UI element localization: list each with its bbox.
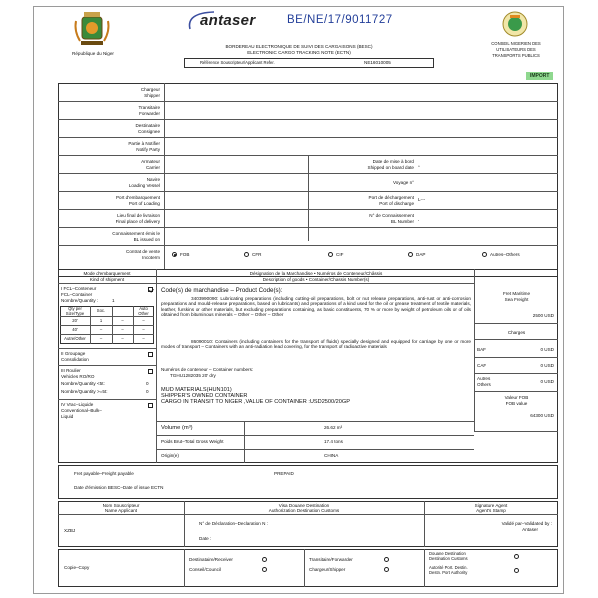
visa-customs-fr: Visa Douane Destination [278, 503, 330, 508]
fcl-checkbox[interactable] [148, 287, 153, 292]
import-badge: IMPORT [526, 72, 553, 80]
baf-value: 0 USD [540, 347, 554, 352]
doc-title-en: ELECTRONIC CARGO TRACKING NOTE (ECTN) [247, 50, 351, 55]
origin-label: Origin(e) [161, 453, 179, 458]
voyage-number-label: Voyage n° [393, 180, 414, 185]
incoterm-radio-dap[interactable] [408, 252, 413, 257]
validated-by-label: Validé par–Validated by : [501, 521, 552, 526]
cnut-caption-2: UTILISATEURS DES [496, 47, 536, 52]
bl-issued-fr: Connaissement émis le [112, 231, 160, 236]
party-consignee-fr: Destinataire [135, 123, 160, 128]
baf-label: BAF [477, 347, 486, 352]
carrier-fr: Armateur [141, 159, 160, 164]
origin-value: CHINA [324, 453, 339, 458]
roro-checkbox[interactable] [148, 369, 153, 374]
copy-port-radio[interactable] [514, 568, 519, 573]
grid-row-a: 1 [99, 318, 103, 323]
doc-title-fr: BORDEREAU ELECTRONIQUE DE SUIVI DES CARGAISONS (BESC) [225, 44, 373, 49]
freight-title-2: Sea Freight [504, 297, 529, 302]
agent-signature-en: Agent's Stamp [476, 508, 506, 513]
copy-port-1: Autorité Port. Destin. [429, 565, 468, 570]
cnut-caption-3: TRANSPORTS PUBLICS [492, 53, 540, 58]
applicant-name-fr: Nom Souscripteur [102, 503, 140, 508]
copy-table [58, 549, 558, 587]
copy-council-radio[interactable] [262, 567, 267, 572]
copy-shipper-radio[interactable] [384, 567, 389, 572]
copy-port-2: Destn. Port Authority [429, 570, 468, 575]
cnut-seal-icon [502, 11, 528, 37]
cnut-caption-1: CONSEIL NIGERIEN DES [491, 41, 541, 46]
grid-head-soc: Soc. [96, 308, 106, 313]
grid-row-size: 40' [72, 327, 78, 332]
incoterm-radio-fob[interactable] [172, 252, 177, 257]
incoterm-label-en: Incoterm [142, 255, 160, 260]
pod-fr: Port de déchargement [368, 195, 414, 200]
incoterm-cfr: CFR [252, 252, 262, 257]
applicant-ref-value: NE16010005 [364, 60, 391, 65]
shipment-mode-title-en: Kind of shipment [89, 277, 125, 282]
grid-row-a: – [99, 336, 103, 341]
declaration-date-label: Date : [199, 536, 212, 541]
goods-header-fr: Désignation de la Marchandise • Numéros de Conteneur/Châssis [249, 271, 383, 276]
pol-fr: Port d'embarquement [115, 195, 160, 200]
republique-caption: République du Niger [72, 51, 114, 56]
applicant-name-value: XZBJ [64, 528, 76, 533]
onboard-en: Shipped on board date [367, 165, 414, 170]
reference-number: BE/NE/17/9011727 [287, 14, 393, 26]
vessel-fr: Navire [146, 177, 160, 182]
niger-coat-of-arms-icon [72, 11, 112, 49]
grid-head-qty: Qty per [68, 306, 82, 311]
copy-receiver-radio[interactable] [262, 557, 267, 562]
grid-row-b: – [121, 336, 124, 341]
freight-title-1: Fret Maritime [502, 291, 531, 296]
grid-row-c: – [142, 318, 145, 323]
copy-receiver: Destinataire/Receiver [189, 557, 233, 562]
bulk-label-3: Liquid [61, 414, 74, 419]
goods-header-en: Description of goods • Container/Chassis Number(s) [262, 277, 370, 282]
pol-en: Port of Loading [128, 201, 160, 206]
grid-row-c: – [142, 336, 145, 341]
roro-q2-label: Nombre/Quantity >=5t: [61, 389, 108, 394]
bl-issued-en: BL issued on [133, 237, 160, 242]
fob-title-2: FOB value [505, 401, 528, 406]
brand-logo: antaser [200, 12, 256, 29]
mud-line-3: CARGO IN TRANSIT TO NIGER ,VALUE OF CONTAINER :USD2500/20GP [161, 399, 350, 405]
incoterm-label-fr: Contrat de vente [126, 249, 160, 254]
weight-label: Poids Brut–Total Gross Weight [161, 439, 224, 444]
party-forwarder-en: Forwarder [139, 111, 160, 116]
onboard-value: ° [418, 165, 420, 170]
fcl-label-2: FCL–Container [61, 292, 93, 297]
fcl-label-1: I FCL–Conteneur [61, 286, 97, 291]
agent-signature-fr: Signature Agent [474, 503, 508, 508]
bl-number-value: ' [418, 219, 419, 224]
grid-row-size: Autre/Other [64, 336, 86, 341]
bulk-checkbox[interactable] [148, 403, 153, 408]
place-delivery-fr: Lieu final de livraison [117, 213, 160, 218]
bulk-label-2: Conventional–Bulk– [61, 408, 102, 413]
container-numbers-label: Numéros de conteneur – Container numbers: [161, 367, 254, 372]
caf-value: 0 USD [540, 363, 554, 368]
freight-payable-label: Fret payable–Freight payable [74, 471, 134, 476]
copy-shipper: Chargeur/Shipper [309, 567, 346, 572]
party-forwarder-fr: Transitaire [138, 105, 160, 110]
roro-q1-label: Nombre/Quantity <5t: [61, 381, 105, 386]
fob-value: 64300 USD [530, 413, 554, 418]
shipment-mode-title-fr: Mode d'embarquement [83, 271, 131, 276]
mud-line-2: SHIPPER'S OWNED CONTAINER [161, 393, 248, 399]
volume-label: Volume (m³) [161, 425, 193, 431]
pod-en: Port of discharge [379, 201, 414, 206]
roro-label-2: Vehicles RO/RO [61, 374, 95, 379]
copy-forwarder-radio[interactable] [384, 557, 389, 562]
incoterm-others: Autres–Others [490, 252, 520, 257]
fcl-qty-label: Nombre/Quantity : [61, 298, 99, 303]
onboard-fr: Date de mise à bord [372, 159, 414, 164]
goods-description-2: 86090010: Containers (including containers for the transport of fluids) specially designed and equipped for carriage by one or more modes of transport – Containers with an anti-radiation lead covering, for the transport of radioactive materials [161, 339, 471, 350]
incoterm-radio-cfr[interactable] [244, 252, 249, 257]
copy-forwarder: Transitaire/Forwarder [309, 557, 353, 562]
pod-value: L--- [418, 197, 426, 202]
grid-row-b: – [121, 318, 124, 323]
incoterm-radio-others[interactable] [482, 252, 487, 257]
incoterm-fob: FOB [180, 252, 190, 257]
mud-line-1: MUD MATERIALS(HUN101) [161, 387, 232, 393]
bl-number-en: BL Number [390, 219, 414, 224]
party-notify-en: Notify Party [136, 147, 160, 152]
weight-value: 17.4 tons [324, 439, 343, 444]
grid-row-size: 20' [72, 318, 78, 323]
grid-row-b: – [121, 327, 124, 332]
date-issue-label: Date d'émission BESC–Date of issue ECTN [74, 485, 164, 490]
applicant-name-en: Name Applicant [104, 508, 138, 513]
party-shipper-en: Shipper [144, 93, 160, 98]
roro-label-1: III Roulier [61, 368, 81, 373]
party-notify-fr: Partie à Notifier [128, 141, 160, 146]
copy-label: Copie–Copy [64, 565, 90, 570]
incoterm-radio-cif[interactable] [328, 252, 333, 257]
caf-label: CAF [477, 363, 487, 368]
grid-row-c: – [142, 327, 145, 332]
copy-customs-radio[interactable] [514, 554, 519, 559]
freight-payable-value: PREPAID [274, 471, 294, 476]
party-shipper-fr: Chargeur [140, 87, 160, 92]
place-delivery-en: Final place of delivery [115, 219, 160, 224]
goods-description-1: 3403990090: Lubricating preparations (including cutting-oil preparations, bolt or nut release preparations, anti-rust or anti-corrosion preparations and mould-release preparations, based on lubricants) and preparations of a kind used for the oil or grease treatment of textile materials, leather, furskins or other materials, but excluding preparations containing, as basic constituents, 70 % or more by weight of petroleum oils or of oils obtained from bituminous minerals – Other – Other – Other [161, 296, 471, 317]
fob-title-1: Valeur FOB [504, 395, 529, 400]
product-code-label: Code(s) de marchandise – Product Code(s): [161, 287, 283, 294]
roro-q2-value: 0 [146, 389, 149, 394]
vessel-en: Loading Vessel [128, 183, 160, 188]
groupage-checkbox[interactable] [148, 352, 153, 357]
other-charges-value: 0 USD [540, 379, 554, 384]
copy-customs-2: Destination Customs [429, 556, 468, 561]
incoterm-dap: DAP [416, 252, 426, 257]
validated-by-value: Antaser [522, 527, 538, 532]
other-charges-label-1: Autres [477, 376, 491, 381]
groupage-label-2: Consolidation [61, 357, 89, 362]
grid-row-a: – [99, 327, 103, 332]
bl-number-fr: N° de Connaissement [369, 213, 414, 218]
applicant-ref-label: Référence Souscripteur/Applicant Refer. [200, 60, 275, 65]
other-charges-label-2: Others [477, 382, 491, 387]
copy-council: Conseil/Council [189, 567, 221, 572]
fcl-qty-value: 1 [112, 298, 115, 303]
groupage-label-1: II Groupage [61, 351, 86, 356]
carrier-en: Carrier [145, 165, 160, 170]
declaration-number-label: N° de Déclaration–Declaration N : [199, 521, 268, 526]
party-consignee-en: Consignee [138, 129, 160, 134]
container-numbers-value: TGHU1282035 20' dry [170, 373, 216, 378]
copy-customs-1: Douane Destination [429, 551, 466, 556]
ectn-document [33, 6, 564, 594]
grid-head-size: Size/Type [65, 311, 85, 316]
freight-value: 2500 USD [532, 313, 554, 318]
roro-q1-value: 0 [146, 381, 149, 386]
grid-head-coc: Auto [139, 306, 148, 311]
visa-customs-en: Authorization Destination Customs [268, 508, 340, 513]
incoterm-cif: CIF [336, 252, 344, 257]
bulk-label-1: IV Vrac–Liquide [61, 402, 94, 407]
volume-value: 26.62 m³ [324, 425, 343, 430]
charges-title: Charges [507, 330, 526, 335]
grid-head-other: Other [138, 311, 149, 316]
